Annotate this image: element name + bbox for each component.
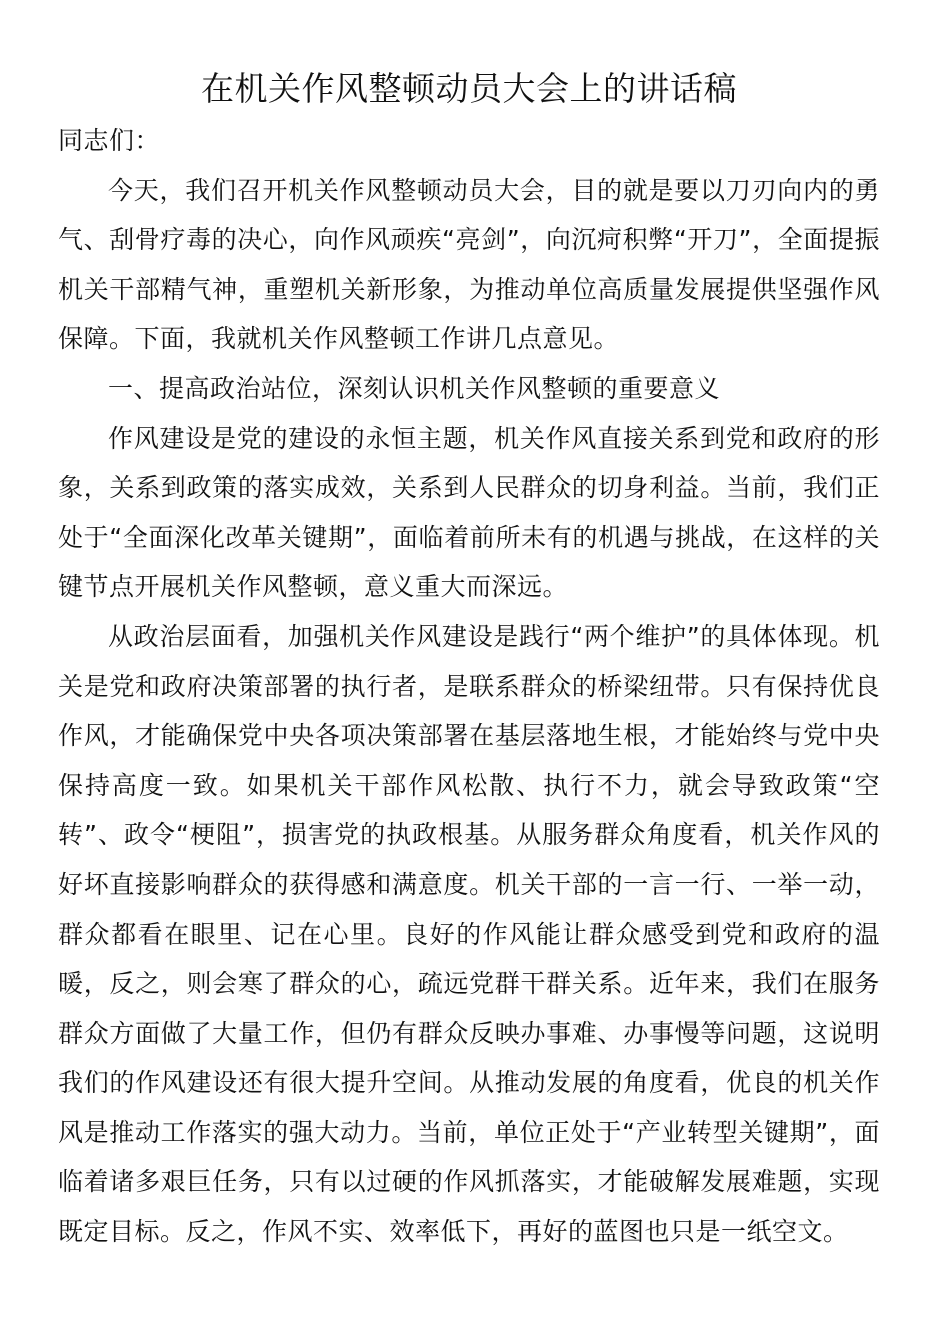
- paragraph-analysis: 从政治层面看，加强机关作风建设是践行“两个维护”的具体体现。机关是党和政府决策部署的执行者，是联系群众的桥梁纽带。只有保持优良作风，才能确保党中央各项决策部署在基层落地生根，才能始终与党中央保持高度一致。如果机关干部作风松散、执行不力，就会导致政策“空转”、政令“梗阻”，损害党的执政根基。从服务群众角度看，机关作风的好坏直接影响群众的获得感和满意度。机关干部的一言一行、一举一动，群众都看在眼里、记在心里。良好的作风能让群众感受到党和政府的温暖，反之，则会寒了群众的心，疏远党群干群关系。近年来，我们在服务群众方面做了大量工作，但仍有群众反映办事难、办事慢等问题，这说明我们的作风建设还有很大提升空间。从推动发展的角度看，优良的机关作风是推动工作落实的强大动力。当前，单位正处于“产业转型关键期”，面临着诸多艰巨任务，只有以过硬的作风抓落实，才能破解发展难题，实现既定目标。反之，作风不实、效率低下，再好的蓝图也只是一纸空文。: [58, 621, 880, 1247]
- document-title: 在机关作风整顿动员大会上的讲话稿: [201, 69, 737, 108]
- paragraph-opening: 今天，我们召开机关作风整顿动员大会，目的就是要以刀刃向内的勇气、刮骨疗毒的决心，向作风顽疾“亮剑”，向沉疴积弊“开刀”，全面提振机关干部精气神，重塑机关新形象，为推动单位高质量发展提供坚强作风保障。下面，我就机关作风整顿工作讲几点意见。: [58, 175, 880, 354]
- document-body: [58, 166, 880, 1257]
- paragraph-significance: 作风建设是党的建设的永恒主题，机关作风直接关系到党和政府的形象，关系到政策的落实成效，关系到人民群众的切身利益。当前，我们正处于“全面深化改革关键期”，面临着前所未有的机遇与挑战，在这样的关键节点开展机关作风整顿，意义重大而深远。: [58, 423, 880, 602]
- salutation: 同志们：: [58, 126, 161, 155]
- section-heading-1: 一、提高政治站位，深刻认识机关作风整顿的重要意义: [108, 373, 721, 403]
